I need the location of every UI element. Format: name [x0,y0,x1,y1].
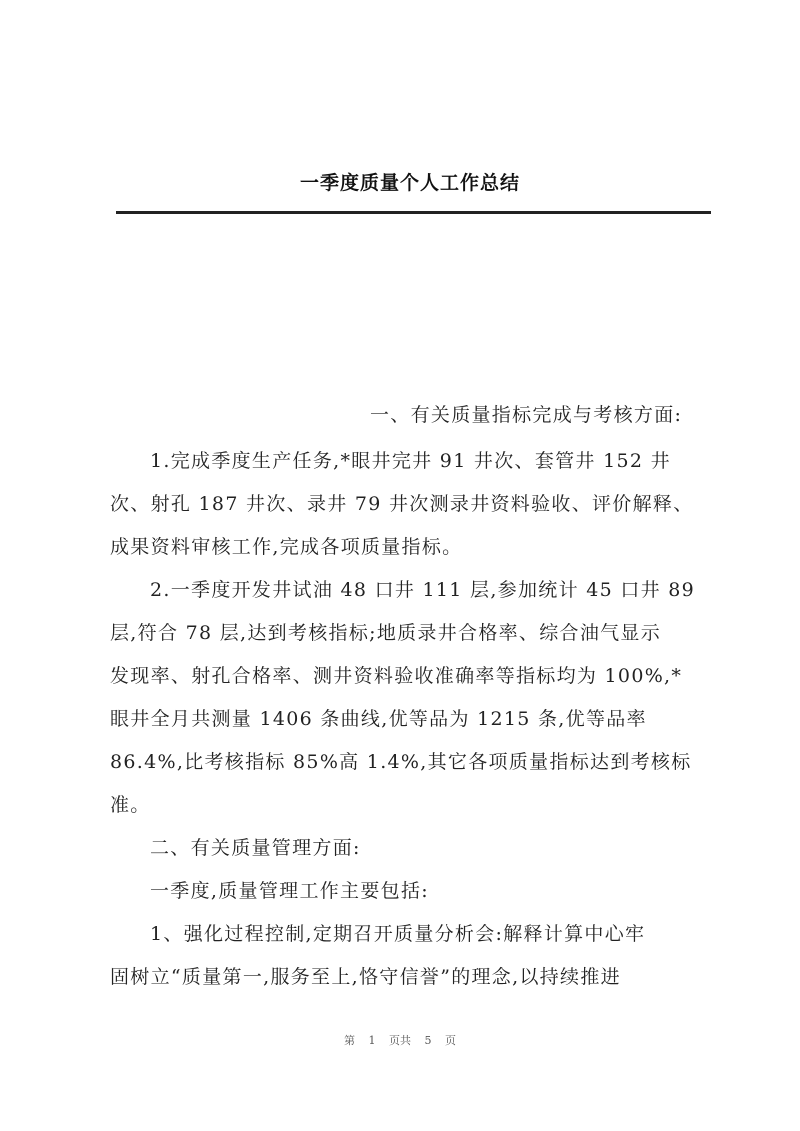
section-heading-2: 二、有关质量管理方面: [150,837,361,859]
paragraph-line: 1、强化过程控制,定期召开质量分析会:解释计算中心牢 [150,923,646,945]
paragraph-line: 2.一季度开发井试油 48 口井 111 层,参加统计 45 口井 89 [150,579,696,601]
paragraph-line: 次、射孔 187 井次、录井 79 井次测录井资料验收、评价解释、 [110,493,694,515]
paragraph-line: 固树立“质量第一,服务至上,恪守信誉”的理念,以持续推进 [110,966,621,988]
paragraph-line: 发现率、射孔合格率、测井资料验收准确率等指标均为 100%,* [110,665,683,687]
footer-mid: 页共 [389,1034,411,1047]
paragraph-line: 层,符合 78 层,达到考核指标;地质录井合格率、综合油气显示 [110,622,662,644]
page-footer [0,1032,800,1048]
paragraph-line: 成果资料审核工作,完成各项质量指标。 [110,536,463,558]
paragraph-line: 一季度,质量管理工作主要包括: [150,880,429,902]
title-divider [116,211,711,214]
page-number: 1 [368,1034,376,1047]
paragraph-line: 1.完成季度生产任务,*眼井完井 91 井次、套管井 152 井 [150,450,671,472]
footer-suffix: 页 [445,1034,456,1047]
paragraph-line: 眼井全月共测量 1406 条曲线,优等品为 1215 条,优等品率 [110,708,647,730]
section-heading-1: 一、有关质量指标完成与考核方面: [370,404,683,426]
document-title: 一季度质量个人工作总结 [299,172,520,194]
footer-prefix: 第 [344,1034,355,1047]
page-total: 5 [424,1034,432,1047]
paragraph-line: 准。 [110,794,151,816]
paragraph-line: 86.4%,比考核指标 85%高 1.4%,其它各项质量指标达到考核标 [110,751,692,773]
